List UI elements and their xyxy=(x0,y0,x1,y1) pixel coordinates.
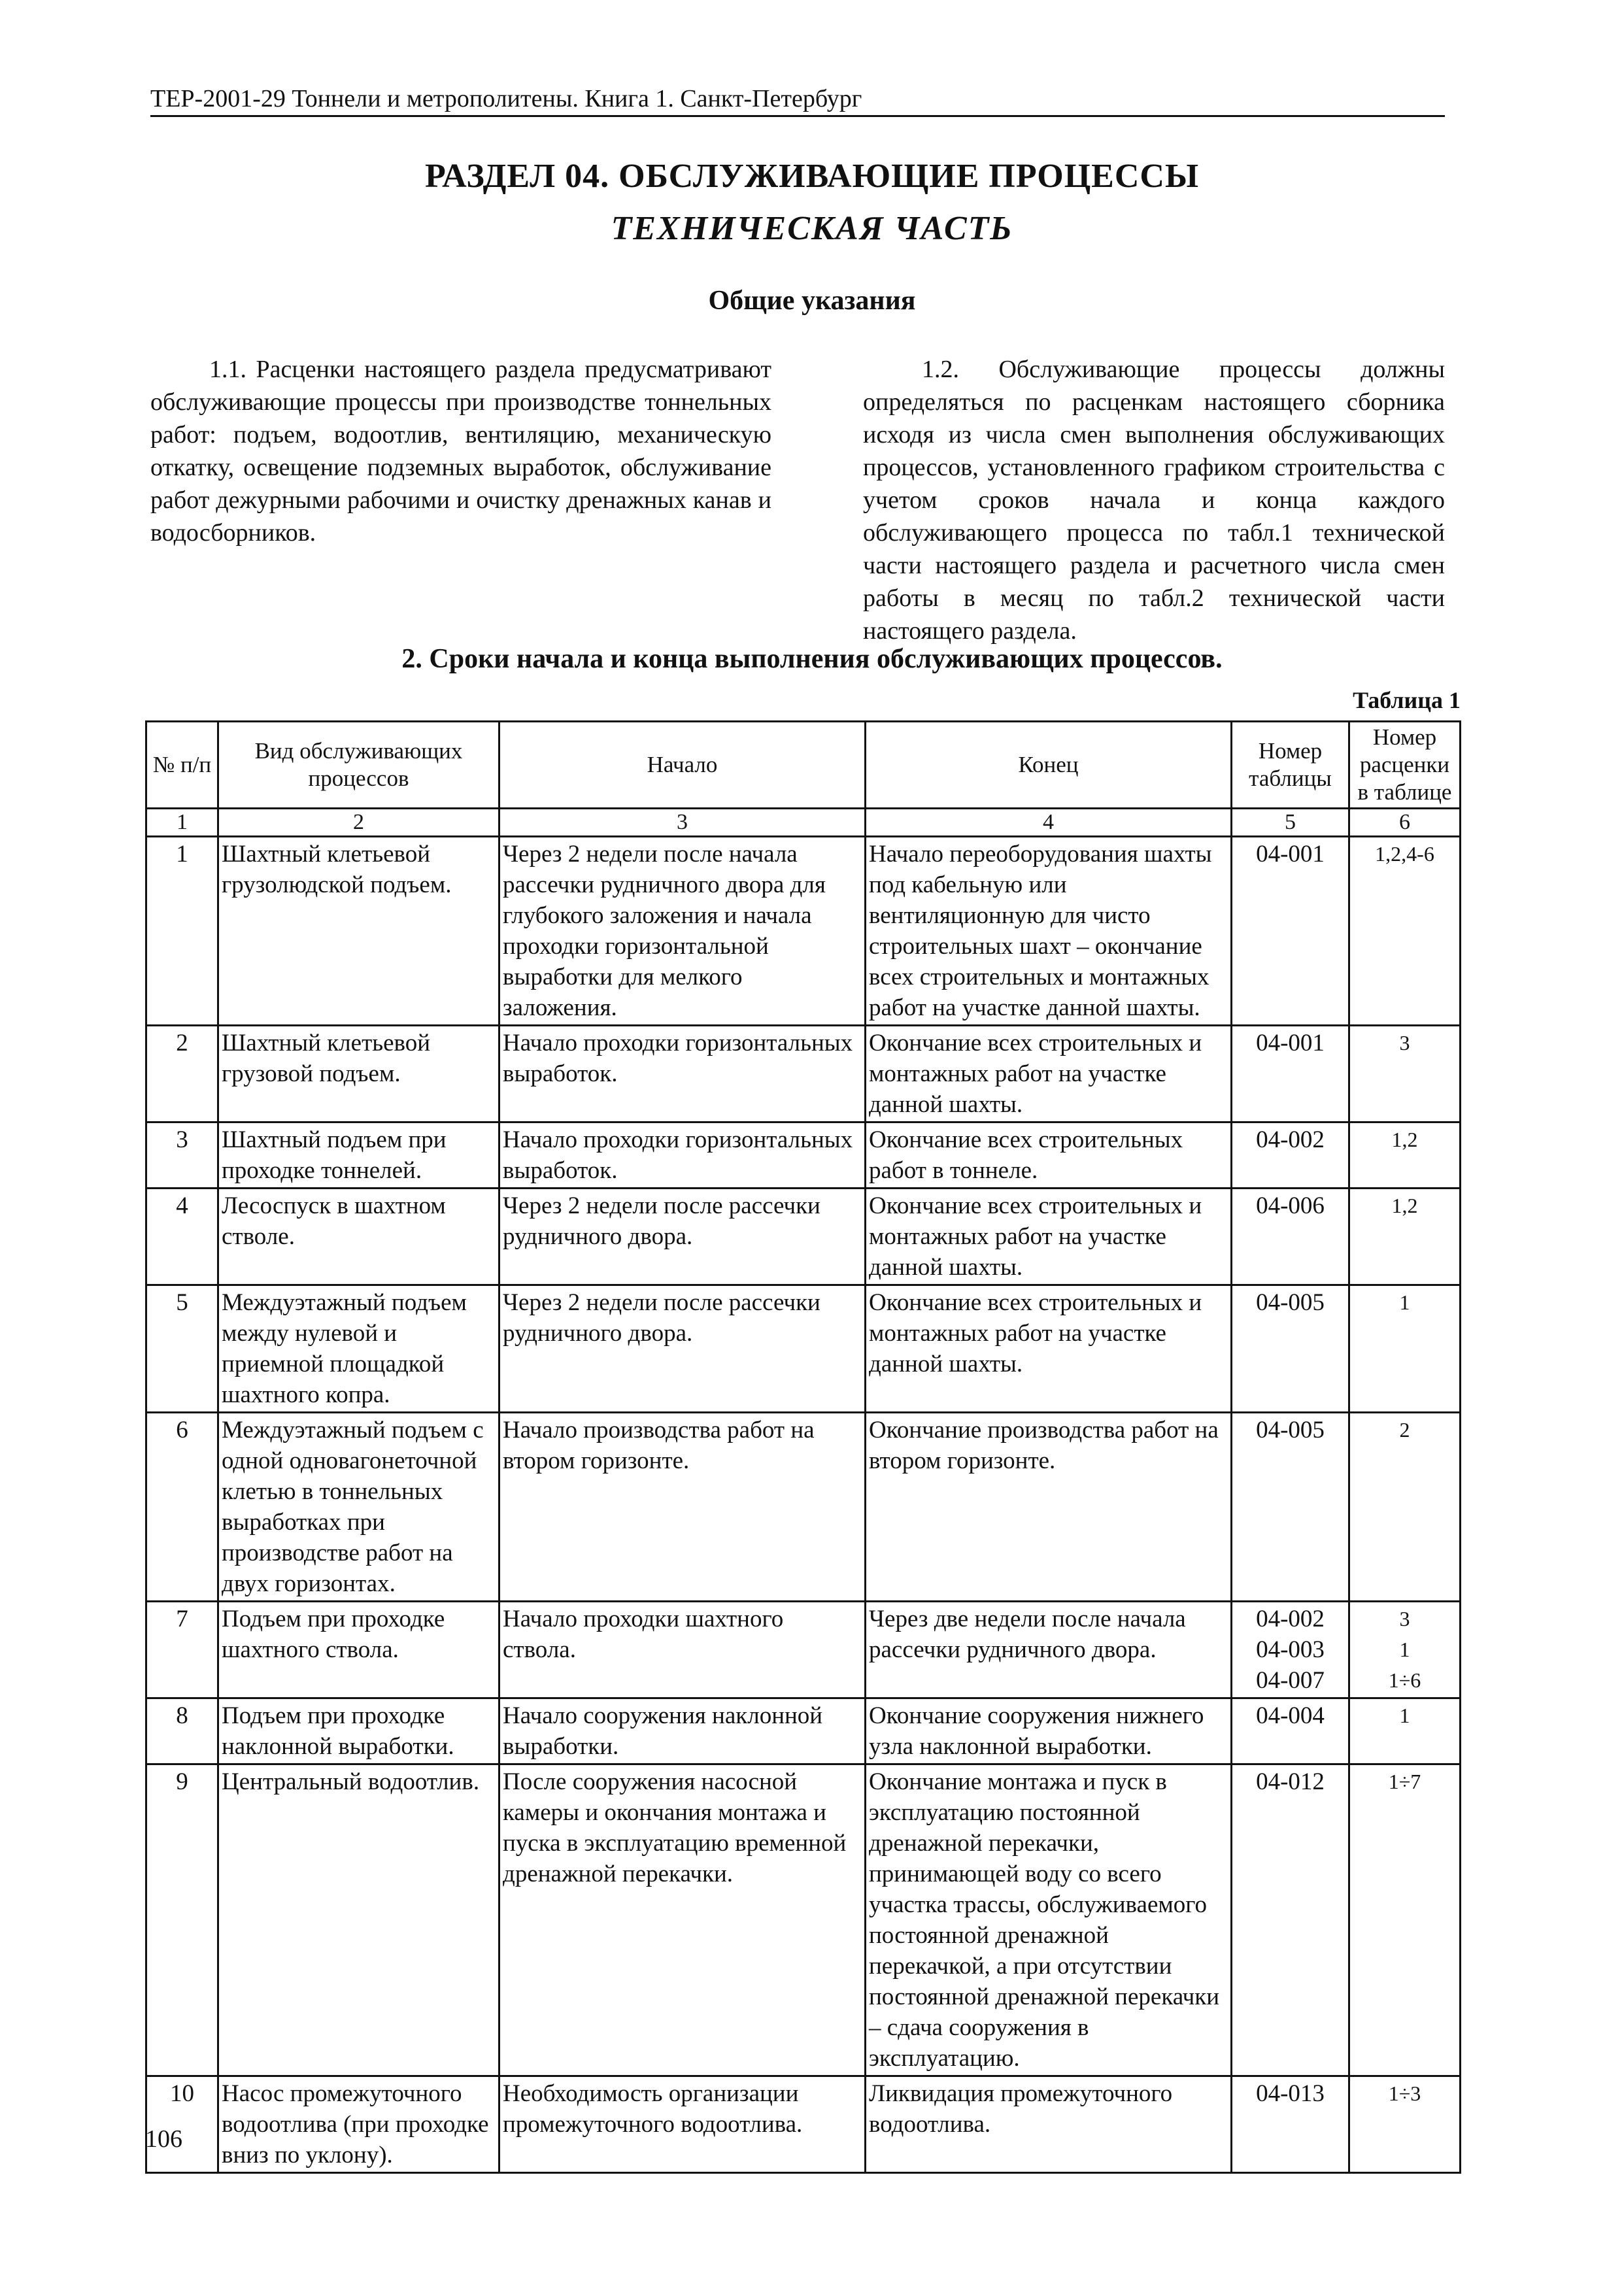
column-number: 4 xyxy=(866,809,1232,837)
table-row xyxy=(146,1026,1461,1122)
cell-table-no: 04-001 xyxy=(1232,837,1349,1026)
cell-process-type: Шахтный клетьевой грузолюдской подъем. xyxy=(218,837,499,1026)
cell-end: Окончание всех строительных и монтажных работ на участке данной шахты. xyxy=(866,1285,1232,1413)
cell-rate-no: 1,2 xyxy=(1349,1189,1461,1285)
cell-table-no: 04-001 xyxy=(1232,1026,1349,1122)
cell-no: 1 xyxy=(146,837,218,1026)
cell-process-type: Центральный водоотлив. xyxy=(218,1764,499,2076)
cell-end: Начало переоборудования шахты под кабельную или вентиляционную для чисто строительных шахт – окончание всех строительных и монтажных работ на участке данной шахты. xyxy=(866,837,1232,1026)
cell-end: Окончание производства работ на втором горизонте. xyxy=(866,1413,1232,1602)
cell-rate-no: 3 xyxy=(1349,1026,1461,1122)
cell-process-type: Лесоспуск в шахтном стволе. xyxy=(218,1189,499,1285)
header-no: № п/п xyxy=(146,722,218,809)
column-number: 6 xyxy=(1349,809,1461,837)
cell-process-type: Подъем при проходке наклонной выработки. xyxy=(218,1698,499,1764)
cell-process-type: Шахтный подъем при проходке тоннелей. xyxy=(218,1122,499,1189)
cell-table-no: 04-006 xyxy=(1232,1189,1349,1285)
cell-start: Через 2 недели после рассечки рудничного двора. xyxy=(499,1285,866,1413)
cell-end: Окончание монтажа и пуск в эксплуатацию постоянной дренажной перекачки, принимающей воду со всего участка трассы, обслуживаемого постоянной дренажной перекачкой, а при отсутствии постоянной дренажной перекачки – сдача сооружения в эксплуатацию. xyxy=(866,1764,1232,2076)
cell-rate-no: 1÷7 xyxy=(1349,1764,1461,2076)
header-end: Конец xyxy=(866,722,1232,809)
cell-rate-no: 2 xyxy=(1349,1413,1461,1602)
cell-process-type: Шахтный клетьевой грузовой подъем. xyxy=(218,1026,499,1122)
column-number: 5 xyxy=(1232,809,1349,837)
table-header-row xyxy=(146,722,1461,809)
table-title: 2. Сроки начала и конца выполнения обслуживающих процессов. xyxy=(401,644,1223,674)
cell-no: 3 xyxy=(146,1122,218,1189)
cell-process-type: Подъем при проходке шахтного ствола. xyxy=(218,1602,499,1698)
table-body xyxy=(146,837,1461,2173)
cell-start: Необходимость организации промежуточного водоотлива. xyxy=(499,2076,866,2173)
cell-rate-no: 3 1 1÷6 xyxy=(1349,1602,1461,1698)
cell-no: 4 xyxy=(146,1189,218,1285)
general-instructions-title: Общие указания xyxy=(708,286,916,316)
cell-start: Начало проходки горизонтальных выработок. xyxy=(499,1122,866,1189)
cell-rate-no: 1÷3 xyxy=(1349,2076,1461,2173)
cell-table-no: 04-005 xyxy=(1232,1413,1349,1602)
table-row xyxy=(146,1189,1461,1285)
cell-start: После сооружения насосной камеры и окончания монтажа и пуска в эксплуатацию временной дренажной перекачки. xyxy=(499,1764,866,2076)
column-numbers-row xyxy=(146,809,1461,837)
processes-table xyxy=(145,720,1461,2174)
cell-process-type: Насос промежуточного водоотлива (при проходке вниз по уклону). xyxy=(218,2076,499,2173)
table-number: Таблица 1 xyxy=(1353,687,1461,713)
header-start: Начало xyxy=(499,722,866,809)
cell-rate-no: 1 xyxy=(1349,1698,1461,1764)
column-number: 3 xyxy=(499,809,866,837)
header-type: Вид обслуживающих процессов xyxy=(218,722,499,809)
cell-rate-no: 1,2 xyxy=(1349,1122,1461,1189)
column-number: 1 xyxy=(146,809,218,837)
cell-start: Начало производства работ на втором горизонте. xyxy=(499,1413,866,1602)
table-row xyxy=(146,1602,1461,1698)
cell-start: Начало проходки шахтного ствола. xyxy=(499,1602,866,1698)
running-header: ТЕР-2001-29 Тоннели и метрополитены. Книга 1. Санкт-Петербург xyxy=(150,84,1445,117)
table-row xyxy=(146,1698,1461,1764)
header-rate-no: Номер расценки в таблице xyxy=(1349,722,1461,809)
table-row xyxy=(146,1764,1461,2076)
cell-table-no: 04-004 xyxy=(1232,1698,1349,1764)
paragraph-1-1: 1.1. Расценки настоящего раздела предусматривают обслуживающие процессы при производстве тоннельных работ: подъем, водоотлив, вентиляцию, механическую откатку, освещение подземных выработок, обслуживание работ дежурными рабочими и очистку дренажных канав и водосборников. xyxy=(150,356,771,547)
cell-end: Через две недели после начала рассечки рудничного двора. xyxy=(866,1602,1232,1698)
section-title: РАЗДЕЛ 04. ОБСЛУЖИВАЮЩИЕ ПРОЦЕССЫ xyxy=(424,158,1200,195)
cell-table-no: 04-002 xyxy=(1232,1122,1349,1189)
page-number: 106 xyxy=(145,2125,182,2153)
cell-start: Начало проходки горизонтальных выработок. xyxy=(499,1026,866,1122)
cell-no: 7 xyxy=(146,1602,218,1698)
cell-end: Ликвидация промежуточного водоотлива. xyxy=(866,2076,1232,2173)
table-row xyxy=(146,1413,1461,1602)
cell-no: 2 xyxy=(146,1026,218,1122)
paragraph-1-2: 1.2. Обслуживающие процессы должны определяться по расценкам настоящего сборника исходя из числа смен выполнения обслуживающих процессов, установленного графиком строительства с учетом сроков начала и конца каждого обслуживающего процесса по табл.1 технической части настоящего раздела и расчетного числа смен работы в месяц по табл.2 технической части настоящего раздела. xyxy=(863,356,1445,645)
cell-no: 10 xyxy=(146,2076,218,2173)
cell-start: Через 2 недели после рассечки рудничного двора. xyxy=(499,1189,866,1285)
cell-rate-no: 1,2,4-6 xyxy=(1349,837,1461,1026)
cell-start: Через 2 недели после начала рассечки рудничного двора для глубокого заложения и начала проходки горизонтальной выработки для мелкого заложения. xyxy=(499,837,866,1026)
cell-table-no: 04-005 xyxy=(1232,1285,1349,1413)
cell-end: Окончание всех строительных работ в тоннеле. xyxy=(866,1122,1232,1189)
cell-no: 6 xyxy=(146,1413,218,1602)
cell-rate-no: 1 xyxy=(1349,1285,1461,1413)
cell-no: 5 xyxy=(146,1285,218,1413)
cell-end: Окончание сооружения нижнего узла наклонной выработки. xyxy=(866,1698,1232,1764)
cell-start: Начало сооружения наклонной выработки. xyxy=(499,1698,866,1764)
cell-end: Окончание всех строительных и монтажных работ на участке данной шахты. xyxy=(866,1026,1232,1122)
table-row xyxy=(146,1122,1461,1189)
cell-table-no: 04-002 04-003 04-007 xyxy=(1232,1602,1349,1698)
cell-table-no: 04-012 xyxy=(1232,1764,1349,2076)
column-number: 2 xyxy=(218,809,499,837)
cell-table-no: 04-013 xyxy=(1232,2076,1349,2173)
table-row xyxy=(146,837,1461,1026)
subsection-title: ТЕХНИЧЕСКАЯ ЧАСТЬ xyxy=(611,210,1013,247)
cell-end: Окончание всех строительных и монтажных работ на участке данной шахты. xyxy=(866,1189,1232,1285)
cell-process-type: Междуэтажный подъем с одной одновагонеточной клетью в тоннельных выработках при производстве работ на двух горизонтах. xyxy=(218,1413,499,1602)
table-row xyxy=(146,2076,1461,2173)
cell-no: 9 xyxy=(146,1764,218,2076)
cell-no: 8 xyxy=(146,1698,218,1764)
header-table-no: Номер таблицы xyxy=(1232,722,1349,809)
table-row xyxy=(146,1285,1461,1413)
cell-process-type: Междуэтажный подъем между нулевой и приемной площадкой шахтного копра. xyxy=(218,1285,499,1413)
